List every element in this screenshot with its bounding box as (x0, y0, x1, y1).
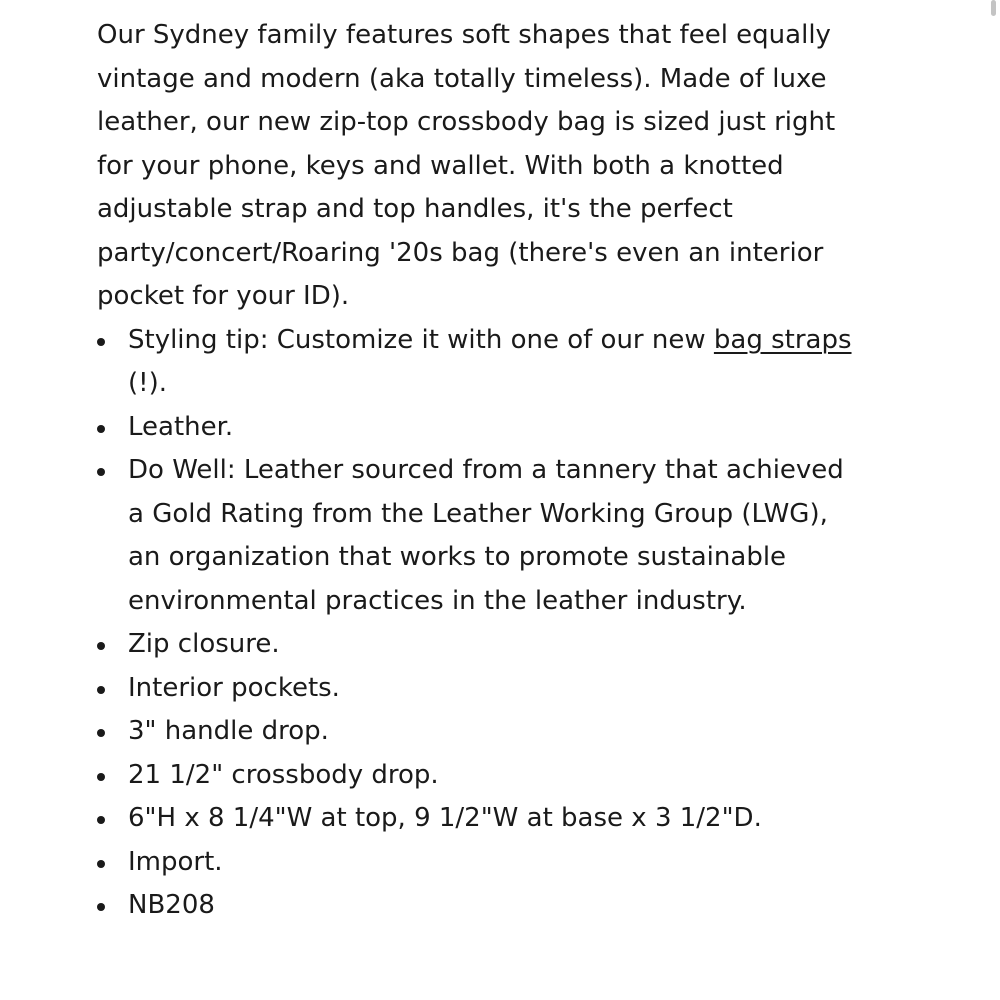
list-item: 6"H x 8 1/4"W at top, 9 1/2"W at base x 3 1/2"D. (97, 797, 867, 841)
list-item: Interior pockets. (97, 667, 867, 711)
list-item: 3" handle drop. (97, 710, 867, 754)
styling-tip-suffix: (!). (128, 368, 167, 398)
list-item: 21 1/2" crossbody drop. (97, 754, 867, 798)
product-description: Our Sydney family features soft shapes that feel equally vintage and modern (aka totally timeless). Made of luxe leather, our new zip-top crossbody bag is sized just right for your phone, keys and wallet. With both a knotted adjustable strap and top handles, it's the perfect party/concert/Roaring '20s bag (there's even an interior pocket for your ID). (97, 20, 836, 311)
product-details (97, 14, 867, 928)
list-item: Do Well: Leather sourced from a tannery that achieved a Gold Rating from the Leather Working Group (LWG), an organization that works to promote sustainable environmental practices in the leather industry. (97, 449, 867, 623)
list-item-styling-tip (97, 319, 867, 406)
list-item: NB208 (97, 884, 867, 928)
scrollbar-thumb[interactable] (991, 0, 996, 16)
list-item: Import. (97, 841, 867, 885)
list-item: Leather. (97, 406, 867, 450)
bag-straps-link[interactable]: bag straps (713, 324, 852, 355)
list-item: Zip closure. (97, 623, 867, 667)
feature-list (97, 319, 867, 928)
styling-tip-prefix: Styling tip: Customize it with one of our new (128, 324, 714, 355)
